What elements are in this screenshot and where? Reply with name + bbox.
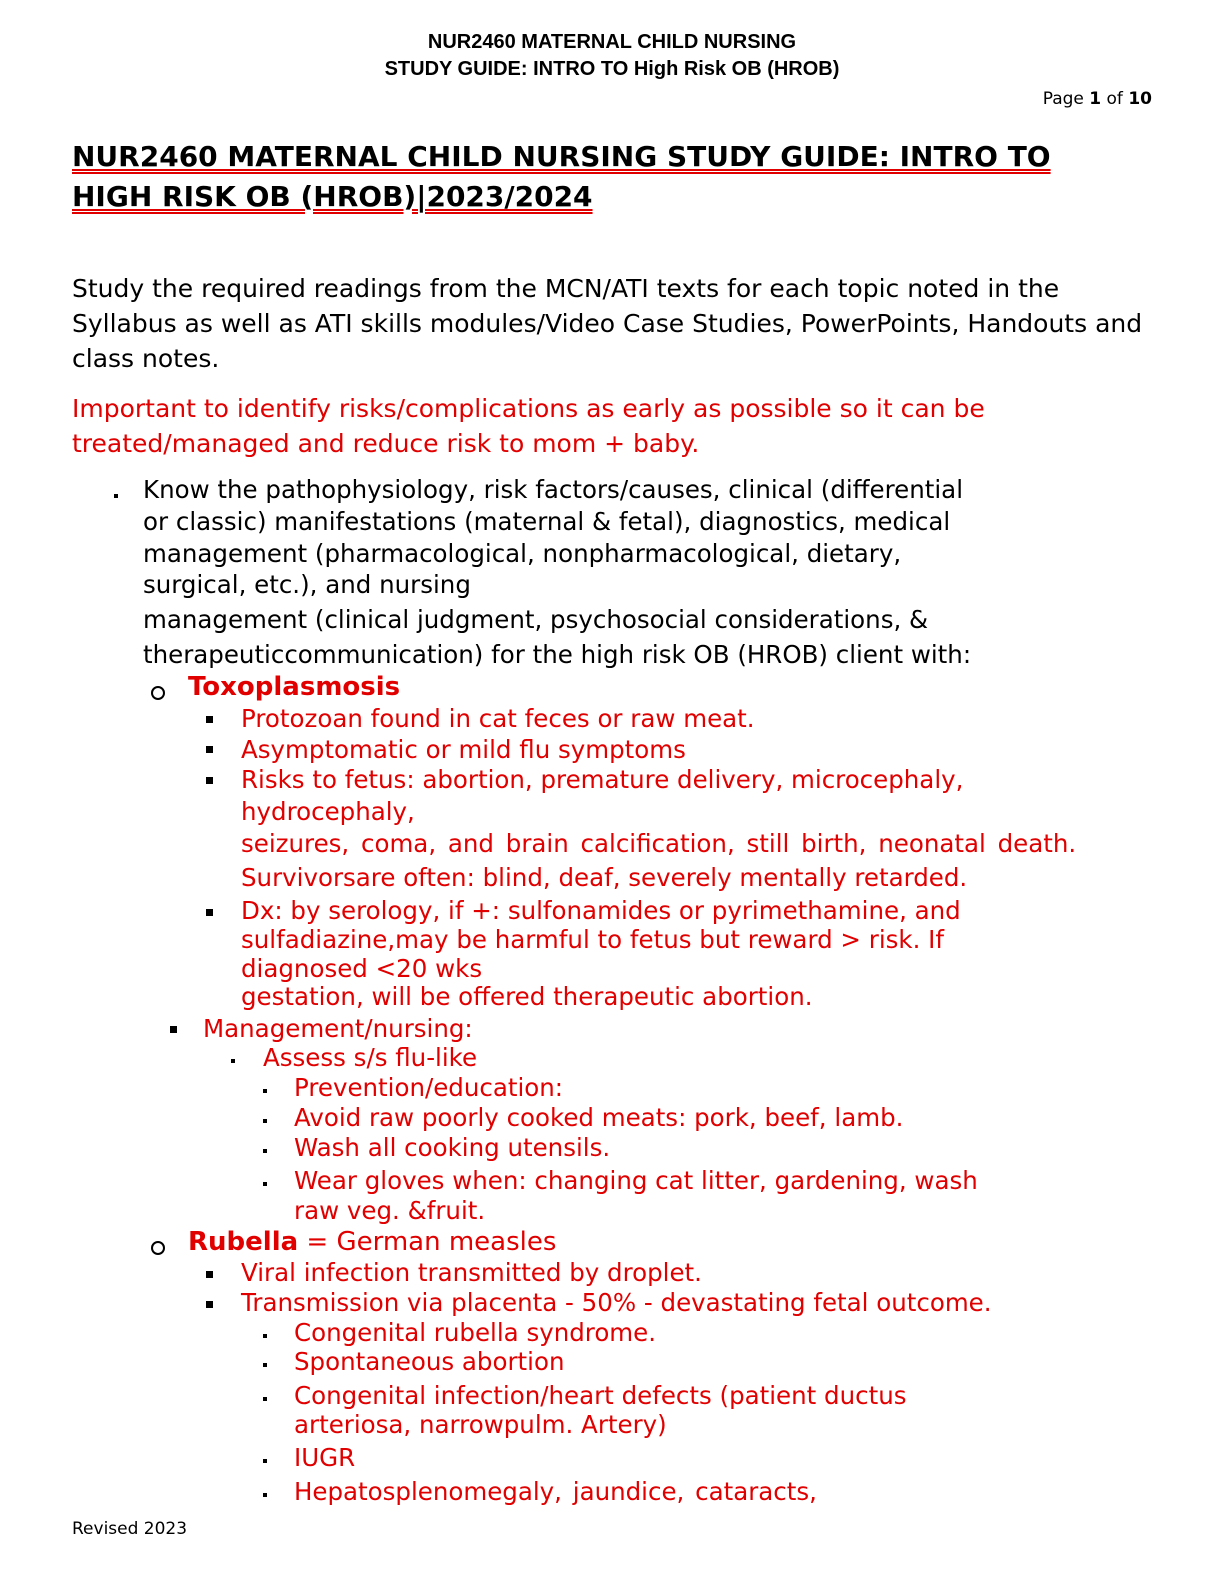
square-bullet-icon xyxy=(206,777,213,784)
square-bullet-icon xyxy=(170,1026,177,1033)
toxo-gloves-line2: raw veg. &fruit. xyxy=(294,1196,486,1225)
rubella-sub-1: Congenital rubella syndrome. xyxy=(294,1318,657,1347)
page-of: of xyxy=(1101,89,1129,109)
rubella-heading-line xyxy=(188,1227,556,1257)
toxo-bullet-3-line1: Risks to fetus: abortion, premature delivery, microcephaly, xyxy=(241,765,964,794)
rubella-heading-rest: = German measles xyxy=(298,1227,557,1257)
bullet-icon xyxy=(231,1059,235,1063)
toxo-bullet-3-line4: Survivorsare often: blind, deaf, severely mentally retarded. xyxy=(241,863,968,892)
bullet-icon xyxy=(263,1089,267,1093)
toxo-wash-utensils: Wash all cooking utensils. xyxy=(294,1133,611,1162)
revised-footer: Revised 2023 xyxy=(72,1519,188,1539)
know-line5: management (clinical judgment, psychosocial considerations, & xyxy=(143,605,929,634)
toxoplasmosis-heading: Toxoplasmosis xyxy=(188,672,401,702)
document-title xyxy=(72,137,1152,217)
intro-paragraph: Study the required readings from the MCN/ATI texts for each topic noted in the Syllabus as well as ATI skills modules/Video Case Studies, PowerPoints, Handouts and class notes. xyxy=(72,274,1143,373)
bullet-icon xyxy=(263,1459,267,1463)
toxo-assess: Assess s/s flu-like xyxy=(263,1043,478,1072)
title-line2: HIGH RISK OB (HROB)|2023/2024 xyxy=(72,180,593,213)
know-line6: therapeuticcommunication) for the high risk OB (HROB) client with: xyxy=(143,640,972,669)
bullet-icon xyxy=(263,1397,267,1401)
toxo-bullet-4-line3: diagnosed <20 wks xyxy=(241,954,483,983)
square-bullet-icon xyxy=(206,909,213,916)
bullet-icon xyxy=(114,494,118,498)
toxo-bullet-2: Asymptomatic or mild flu symptoms xyxy=(241,735,686,764)
bullet-icon xyxy=(263,1363,267,1367)
page-number xyxy=(1043,89,1152,109)
page-total: 10 xyxy=(1128,89,1152,109)
rubella-heading: Rubella xyxy=(188,1227,299,1257)
bullet-icon xyxy=(263,1493,267,1497)
toxo-bullet-4-line1: Dx: by serology, if +: sulfonamides or pyrimethamine, and xyxy=(241,896,961,925)
important-paragraph: Important to identify risks/complications as early as possible so it can be treated/managed and reduce risk to mom + baby. xyxy=(72,394,985,458)
toxo-management: Management/nursing: xyxy=(203,1014,473,1043)
rubella-sub-3-line2: arteriosa, narrowpulm. Artery) xyxy=(294,1410,667,1439)
bullet-icon xyxy=(263,1149,267,1153)
toxo-bullet-4-line4: gestation, will be offered therapeutic abortion. xyxy=(241,982,813,1011)
square-bullet-icon xyxy=(206,1301,213,1308)
circle-bullet-icon xyxy=(151,1241,165,1255)
rubella-sub-4: IUGR xyxy=(294,1443,356,1472)
page-current: 1 xyxy=(1089,89,1102,109)
running-header-line2: STUDY GUIDE: INTRO TO High Risk OB (HROB) xyxy=(384,58,840,80)
rubella-bullet-2: Transmission via placenta - 50% - devastating fetal outcome. xyxy=(241,1288,992,1317)
toxo-bullet-1: Protozoan found in cat feces or raw meat. xyxy=(241,704,755,733)
circle-bullet-icon xyxy=(151,686,165,700)
toxo-gloves-line1: Wear gloves when: changing cat litter, gardening, wash xyxy=(294,1166,978,1195)
toxo-bullet-3-line2: hydrocephaly, xyxy=(241,797,415,826)
know-line1: Know the pathophysiology, risk factors/causes, clinical (differential xyxy=(143,475,963,504)
know-line2: or classic) manifestations (maternal & fetal), diagnostics, medical xyxy=(143,507,951,536)
rubella-sub-3-line1: Congenital infection/heart defects (patient ductus xyxy=(294,1381,907,1410)
rubella-sub-2: Spontaneous abortion xyxy=(294,1347,565,1376)
bullet-icon xyxy=(263,1334,267,1338)
know-line4: surgical, etc.), and nursing xyxy=(143,570,471,599)
title-line1: NUR2460 MATERNAL CHILD NURSING STUDY GUIDE: INTRO TO xyxy=(72,140,1051,173)
toxo-prevention: Prevention/education: xyxy=(294,1073,564,1102)
square-bullet-icon xyxy=(206,746,213,753)
bullet-icon xyxy=(263,1182,267,1186)
running-header-line1: NUR2460 MATERNAL CHILD NURSING xyxy=(427,31,797,53)
know-line3: management (pharmacological, nonpharmacological, dietary, xyxy=(143,539,902,568)
rubella-sub-5: Hepatosplenomegaly, jaundice, cataracts, xyxy=(294,1477,817,1506)
toxo-bullet-4-line2: sulfadiazine,may be harmful to fetus but reward > risk. If xyxy=(241,925,944,954)
toxo-avoid-raw: Avoid raw poorly cooked meats: pork, beef, lamb. xyxy=(294,1103,904,1132)
square-bullet-icon xyxy=(206,1271,213,1278)
page-prefix: Page xyxy=(1042,89,1090,109)
square-bullet-icon xyxy=(206,716,213,723)
bullet-icon xyxy=(263,1119,267,1123)
toxo-bullet-3-line3: seizures, coma, and brain calcification, still birth, neonatal death. xyxy=(241,829,1077,858)
rubella-bullet-1: Viral infection transmitted by droplet. xyxy=(241,1258,702,1287)
